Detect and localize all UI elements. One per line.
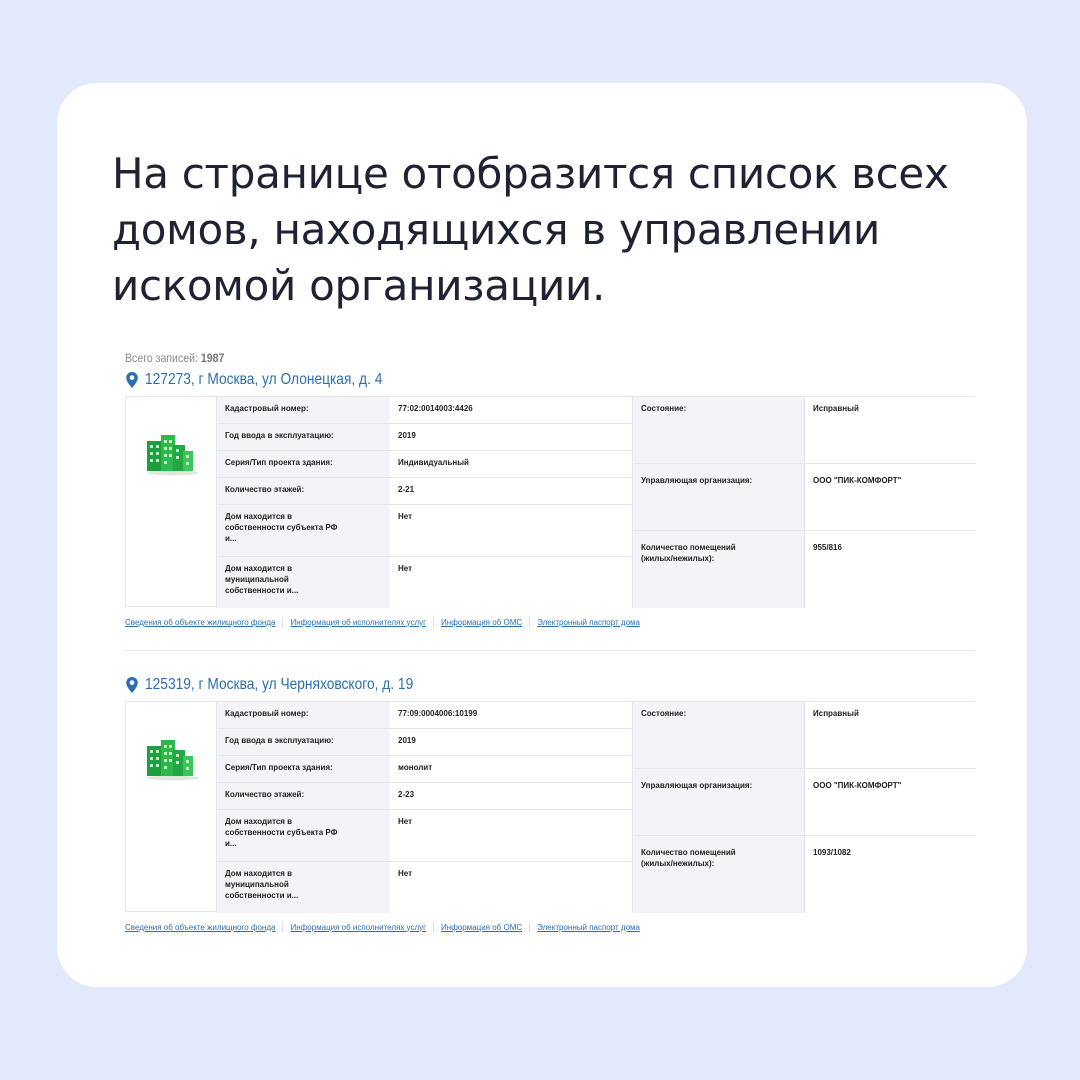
org-label: Управляющая организация: [632, 769, 804, 836]
year-value: 2019 [390, 424, 632, 451]
records-divider [125, 650, 975, 651]
year-label: Год ввода в эксплуатацию: [217, 729, 390, 756]
house-links [125, 921, 975, 933]
total-value: 1987 [200, 351, 225, 365]
house-links [125, 616, 975, 628]
year-value: 2019 [390, 729, 632, 756]
link-housing-info[interactable]: Сведения об объекте жилищного фонда [125, 922, 276, 932]
rooms-label: Количество помещений (жилых/нежилых): [632, 531, 804, 608]
floors-value: 2-23 [390, 783, 632, 810]
floors-label: Количество этажей: [217, 783, 390, 810]
year-label: Год ввода в эксплуатацию: [217, 424, 390, 451]
house-address-link[interactable] [125, 673, 975, 697]
cadastral-label: Кадастровый номер: [217, 397, 390, 424]
link-housing-info[interactable]: Сведения об объекте жилищного фонда [125, 617, 276, 627]
link-service-providers[interactable]: Информация об исполнителях услуг [290, 617, 427, 627]
rooms-label: Количество помещений (жилых/нежилых): [632, 836, 804, 913]
floors-value: 2-21 [390, 478, 632, 505]
building-icon [141, 736, 201, 782]
link-e-passport[interactable]: Электронный паспорт дома [537, 617, 640, 627]
municipal-value: Нет [390, 557, 632, 608]
federal-value: Нет [390, 810, 632, 862]
building-image [126, 397, 217, 608]
state-label: Состояние: [632, 397, 804, 464]
series-label: Серия/Тип проекта здания: [217, 756, 390, 783]
link-oms-info[interactable]: Информация об ОМС [441, 617, 523, 627]
houses-list-screenshot [125, 350, 975, 933]
map-pin-icon [125, 371, 139, 389]
link-e-passport[interactable]: Электронный паспорт дома [537, 922, 640, 932]
house-status-block [632, 702, 976, 913]
house-record [125, 673, 975, 933]
federal-label: Дом находится в собственности субъекта РФ и... [217, 505, 390, 557]
municipal-label: Дом находится в муниципальной собственности и... [217, 557, 390, 608]
total-label: Всего записей: [125, 351, 198, 365]
series-value: Индивидуальный [390, 451, 632, 478]
house-record [125, 368, 975, 628]
series-label: Серия/Тип проекта здания: [217, 451, 390, 478]
cadastral-label: Кадастровый номер: [217, 702, 390, 729]
cadastral-value: 77:02:0014003:4426 [390, 397, 632, 424]
map-pin-icon [125, 676, 139, 694]
municipal-label: Дом находится в муниципальной собственности и... [217, 862, 390, 913]
house-address-link[interactable] [125, 368, 975, 392]
house-address: 125319, г Москва, ул Черняховского, д. 19 [145, 676, 414, 693]
org-value: ООО "ПИК-КОМФОРТ" [804, 769, 976, 836]
cadastral-value: 77:09:0004006:10199 [390, 702, 632, 729]
house-details-table [125, 396, 975, 607]
building-icon [141, 431, 201, 477]
house-details-table [125, 701, 975, 912]
house-address: 127273, г Москва, ул Олонецкая, д. 4 [145, 371, 383, 388]
org-value: ООО "ПИК-КОМФОРТ" [804, 464, 976, 531]
floors-label: Количество этажей: [217, 478, 390, 505]
state-value: Исправный [804, 397, 976, 464]
headline: На странице отобразится список всех домов, находящихся в управлении искомой организации. [112, 149, 949, 310]
municipal-value: Нет [390, 862, 632, 913]
total-records [125, 350, 873, 366]
org-label: Управляющая организация: [632, 464, 804, 531]
building-image [126, 702, 217, 913]
house-status-block [632, 397, 976, 608]
series-value: монолит [390, 756, 632, 783]
link-service-providers[interactable]: Информация об исполнителях услуг [290, 922, 427, 932]
state-value: Исправный [804, 702, 976, 769]
rooms-value: 1093/1082 [804, 836, 976, 913]
rooms-value: 955/816 [804, 531, 976, 608]
link-oms-info[interactable]: Информация об ОМС [441, 922, 523, 932]
state-label: Состояние: [632, 702, 804, 769]
federal-label: Дом находится в собственности субъекта РФ и... [217, 810, 390, 862]
federal-value: Нет [390, 505, 632, 557]
